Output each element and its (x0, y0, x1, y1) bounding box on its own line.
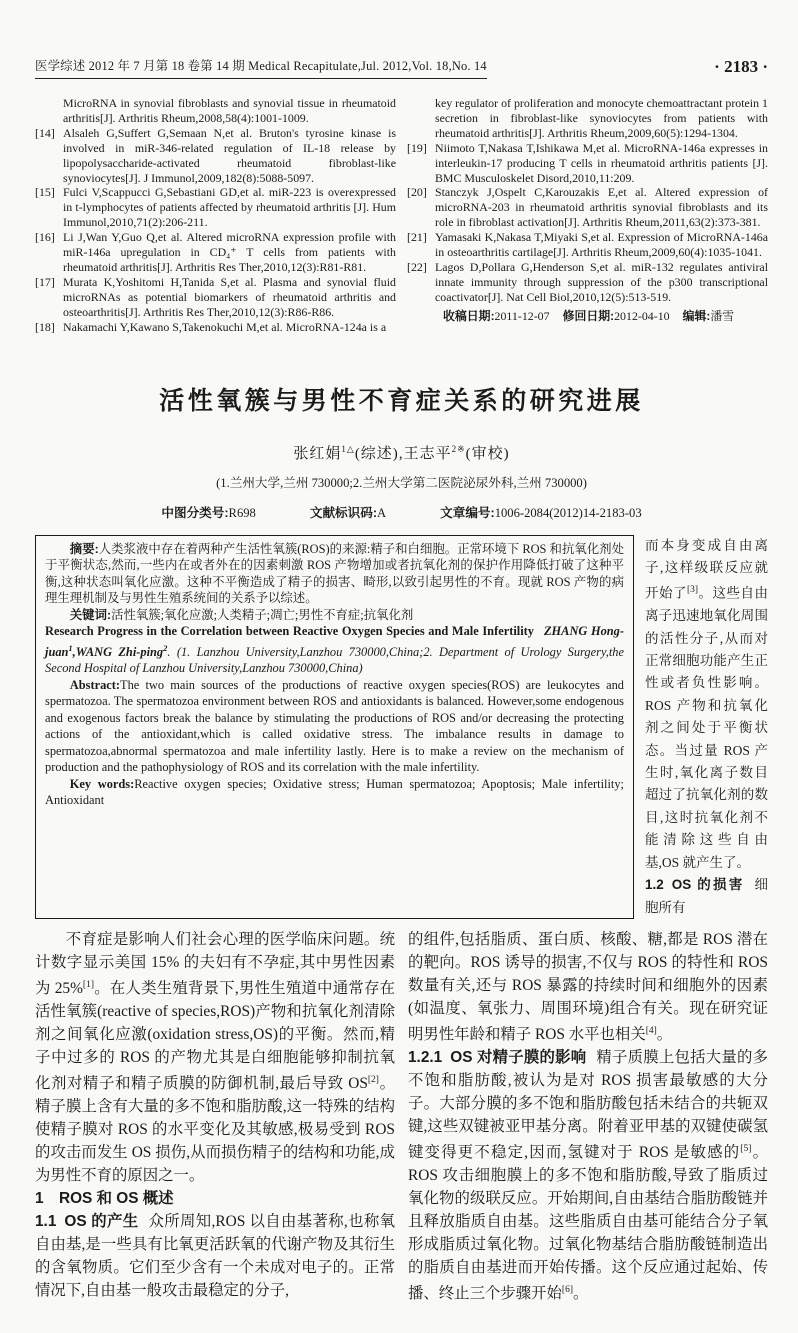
reference-number: [17] (35, 274, 55, 289)
section-title: OS 对精子膜的影响 (450, 1049, 587, 1067)
body-text: 。 (573, 1285, 589, 1303)
references-section (35, 96, 768, 335)
reference-item (35, 320, 396, 335)
body-text: 。精子膜上含有大量的多不饱和脂肪酸,这一特殊的结构使精子膜对 ROS 的水平变化及其敏感,极易受到 ROS 的攻击而发生 OS 损伤,从而损伤精子的结构和功能,成为男性不育的原因之一。 (35, 1075, 395, 1185)
cn-keywords-label: 关键词: (69, 607, 112, 622)
reference-text: Li J,Wan Y,Guo Q,et al. Altered microRNA expression profile with miR-146a upregulation in CD₄⁺ T cells from patients with rheumatoid arthritis[J]. Arthritis Res Ther,2010,12(3):R81-R81. (63, 230, 396, 274)
reference-item (35, 275, 396, 320)
side-text: 而本身变成自由离子,这样级联反应就开始了 (645, 537, 768, 601)
section-number: 1.2.1 (408, 1049, 443, 1067)
citation-mark: [4] (645, 1025, 657, 1036)
citation-mark: [3] (686, 585, 699, 596)
body-paragraph (35, 1210, 395, 1302)
references-left-column (35, 96, 396, 335)
reference-item (407, 230, 768, 260)
reference-text: Murata K,Yoshitomi H,Tanida S,et al. Plasma and synovial fluid microRNAs as potential biomarkers of rheumatoid arthritis and osteoarthritis[J]. Arthritis Res Ther,2010,12(3):R86-R86. (63, 274, 396, 319)
reference-number: [20] (407, 185, 427, 200)
page-header (35, 56, 768, 79)
received-date-label: 收稿日期: (443, 308, 495, 323)
document-code-label: 文献标识码: (309, 505, 378, 520)
side-text: 细胞所有 (645, 877, 768, 915)
reference-number: [22] (407, 259, 427, 274)
section-number: 1.1 (35, 1213, 57, 1231)
reference-text: Niimoto T,Nakasa T,Ishikawa M,et al. MicroRNA-146a expresses in interleukin-17 producing T cells in rheumatoid arthritis patients [J]. BMC Musculoskelet Disord,2010,11:209. (435, 140, 768, 185)
article-id-label: 文章编号: (440, 505, 495, 520)
manuscript-dates-line (407, 309, 768, 324)
reference-item (35, 230, 396, 275)
section-1-2-heading-line (645, 874, 768, 919)
reference-text: Alsaleh G,Suffert G,Semaan N,et al. Bruton's tyrosine kinase is involved in miR-346-related regulation of IL-18 release by lipopolysaccharide-activated rheumatoid fibroblast-like synoviocytes[J]. J Immunol,2009,182(8):5088-5097. (63, 125, 396, 185)
en-abstract-text: The two main sources of the productions of reactive oxygen species(ROS) are leukocytes and spermatozoa. The spermatozoa environment between ROS and antioxidants is balanced. However,some endogenous and exogenous factors break the balance by stimulating the productions of ROS and/or decreasing the protecting actions of the antioxidant,which is called oxidative stress. The imbalance results in damage to spermatozoa,abnormal spermatozoa and male infertility lastly. Here is to make a review on the mechanism of production and the pathophysiology of ROS and its correlation with the male infertility. (45, 677, 624, 775)
cn-abstract-text: 人类浆液中存在着两种产生活性氧簇(ROS)的来源:精子和白细胞。正常环境下 ROS 和抗氧化剂处于平衡状态,然而,一些内在或者外在的因素刺激 ROS 产物增加或者抗氧化剂的保护作用降低打破了这种平衡,这种状态叫氧化应激。这种不平衡造成了精子的损害、畸形,以致引起男性的不育。现就 ROS 产物的病理生理机制及与男性生殖系统间的关系予以综述。 (45, 541, 624, 605)
section-number: 1.2 (645, 877, 664, 893)
article-id (440, 502, 642, 521)
reference-item (407, 260, 768, 305)
reference-item (35, 185, 396, 230)
journal-issue-line: 医学综述 2012 年 7 月第 18 卷第 14 期 Medical Recapitulate,Jul. 2012,Vol. 18,No. 14 (35, 56, 487, 79)
author-affiliation-mark: 1△ (341, 443, 355, 454)
side-text: 。这些自由离子迅速地氧化周围的活性分子,从而对正常细胞功能产生正性或者负性影响。ROS 产物和抗氧化剂之间处于平衡状态。当过量 ROS 产生时,氧化离子数目超过了抗氧化剂的数目,这时抗氧化剂不能清除这些自由基,OS 就产生了。 (645, 585, 769, 870)
revised-date-label: 修回日期: (562, 308, 615, 323)
reference-text: Stanczyk J,Ospelt C,Karouzakis E,et al. Altered expression of microRNA-203 in rheumatoid arthritis synovial fibroblasts and its role in fibroblast activation[J]. Arthritis Rheum,2011,63(2):373-381. (435, 185, 768, 230)
reference-text: Yamasaki K,Nakasa T,Miyaki S,et al. Expression of MicroRNA-146a in osteoarthritis cartilage[J]. Arthritis Rheum,2009,60(4):1035-1041. (435, 230, 768, 260)
citation-mark: [6] (561, 1285, 573, 1296)
side-paragraph (645, 535, 768, 875)
reference-item (407, 96, 768, 141)
body-left-column (35, 928, 395, 1305)
body-right-column (408, 928, 768, 1305)
body-text: 。ROS 攻击细胞膜上的多不饱和脂肪酸,导致了脂质过氧化物的级联反应。开始期间,自由基结合脂肪酸链并且释放脂质自由基。这些脂质自由基可能结合分子氧形成脂质过氧化物。过氧化物基结合脂肪酸链制造出的脂质自由基进而开始传播。这个反应通过起始、传播、终止三个步骤开始 (408, 1144, 768, 1303)
en-author-name: ZHANG Hong-juan (45, 624, 624, 659)
document-code-value: A (377, 505, 387, 520)
reference-number: [19] (407, 140, 427, 155)
reference-text: MicroRNA in synovial fibroblasts and synovial tissue in rheumatoid arthritis[J]. Arthritis Rheum,2008,58(4):1001-1009. (63, 96, 396, 125)
body-text: 。 (656, 1026, 673, 1044)
en-author-mark: 2 (163, 642, 168, 653)
citation-mark: [5] (740, 1144, 752, 1155)
cn-keywords (45, 607, 624, 624)
author-role: (综述) (354, 445, 399, 462)
en-keywords-label: Key words: (69, 776, 135, 791)
section-1-heading: 1 ROS 和 OS 概述 (35, 1190, 174, 1208)
editor-label: 编辑: (682, 308, 711, 323)
reference-text: Nakamachi Y,Kawano S,Takenokuchi M,et al. MicroRNA-124a is a (63, 319, 387, 334)
references-right-column (407, 96, 768, 335)
reference-item (407, 185, 768, 230)
reference-item (35, 96, 396, 126)
en-keywords (45, 776, 624, 809)
author-role: (审校) (465, 445, 510, 462)
reference-text: key regulator of proliferation and monocyte chemoattractant protein 1 secretion in fibroblast-like synoviocytes from patients with rheumatoid arthritis[J]. Arthritis Rheum,2009,60(5):1294-1304. (435, 96, 768, 140)
cn-abstract-label: 摘要: (69, 541, 99, 556)
reference-item (35, 126, 396, 186)
author-name: 王志平 (403, 445, 452, 462)
en-author-name: ,WANG Zhi-ping (72, 644, 164, 659)
body-text: 。在人类生殖背景下,男性生殖道中通常存在活性氧簇(reactive of species,ROS)产物和抗氧化剂清除剂之间氧化应激(oxidation stress,OS)的平衡。然而,精子中过多的 ROS 的产物尤其是白细胞能够抑制抗氧化剂对精子和精子质膜的防御机制,最后导致 OS (35, 980, 395, 1093)
article-affiliation: (1.兰州大学,兰州 730000;2.兰州大学第二医院泌尿外科,兰州 730000) (216, 475, 587, 490)
section-title: OS 的产生 (64, 1213, 139, 1231)
body-text: 众所周知,ROS 以自由基著称,也称氧自由基,是一些具有比氧更活跃氧的代谢产物及其衍生的含氧物质。它们至少含有一个未成对电子的。正常情况下,自由基一般攻击最稳定的分子, (35, 1213, 396, 1300)
body-text: 不育症是影响人们社会心理的医学临床问题。统计数字显示美国 15% 的夫妇有不孕症,其中男性因素为 25% (35, 930, 395, 998)
abstract-region (35, 535, 768, 919)
citation-mark: [2] (367, 1075, 379, 1086)
en-title-authors (45, 623, 624, 677)
clc-label: 中图分类号: (161, 505, 229, 520)
reference-number: [14] (35, 125, 55, 140)
section-title: OS 的损害 (671, 877, 745, 893)
en-affiliation: . (1. Lanzhou University,Lanzhou 730000,China;2. Department of Urology Surgery,the Second Hospital of Lanzhou University,Lanzhou 730000,China) (45, 644, 624, 676)
article-authors (35, 442, 768, 463)
reference-item (407, 141, 768, 186)
article-body (35, 928, 768, 1305)
author-name: 张红娟 (293, 445, 342, 462)
cn-abstract (45, 541, 624, 607)
reference-number: [18] (35, 319, 55, 334)
reference-text: Fulci V,Scappucci G,Sebastiani GD,et al. miR-223 is overexpressed in t-lymphocytes of patients affected by rheumatoid arthritis [J]. Hum Immunol,2010,71(2):206-211. (63, 185, 396, 230)
body-paragraph (408, 928, 768, 1046)
body-paragraph (35, 928, 395, 1187)
cn-keywords-text: 活性氧簇;氧化应激;人类精子;凋亡;男性不育症;抗氧化剂 (111, 607, 414, 622)
author-affiliation-mark: 2※ (451, 443, 466, 454)
page-number: · 2183 · (714, 57, 768, 76)
body-paragraph (408, 1046, 768, 1305)
body-text: 精子质膜上包括大量的多不饱和脂肪酸,被认为是对 ROS 损害最敏感的大分子。大部分膜的多不饱和脂肪酸包括未结合的共轭双键,这些双键被亚甲基分离。附着亚甲基的双键使碳氢键变得更不稳定,因而,氢键对于 ROS 是敏感的 (408, 1049, 768, 1162)
en-abstract-label: Abstract: (69, 677, 121, 692)
citation-mark: [1] (82, 979, 94, 990)
clc-value: R698 (228, 505, 256, 520)
en-keywords-text: Reactive oxygen species; Oxidative stress; Human spermatozoa; Apoptosis; Male infertility; Antioxidant (45, 776, 624, 808)
en-abstract (45, 677, 624, 776)
article-title: 活性氧簇与男性不育症关系的研究进展 (159, 386, 644, 415)
revised-date: 2012-04-10 (614, 308, 670, 323)
article-id-value: 1006-2084(2012)14-2183-03 (494, 505, 642, 520)
document-code (310, 502, 386, 521)
reference-number (407, 96, 435, 141)
en-author-mark: 1 (68, 642, 73, 653)
received-date: 2011-12-07 (494, 308, 550, 323)
article-meta-line (35, 502, 768, 521)
reference-number: [21] (407, 230, 427, 245)
reference-text: Lagos D,Pollara G,Henderson S,et al. miR-132 regulates antiviral innate immunity through suppression of the p300 transcriptional coactivator[J]. Nat Cell Biol,2010,12(5):513-519. (435, 259, 768, 304)
reference-number (35, 96, 63, 126)
editor-name: 潘雪 (710, 308, 735, 323)
abstract-box (35, 535, 634, 919)
reference-number: [15] (35, 185, 55, 200)
reference-number: [16] (35, 230, 55, 245)
body-text: 的组件,包括脂质、蛋白质、核酸、糖,都是 ROS 潜在的靶向。ROS 诱导的损害,不仅与 ROS 的特性和 ROS 数量有关,还与 ROS 暴露的持续时间和细胞外的因素(如温度、氧张力、周围环境)组合有关。现在研究证明男性年龄和精子 ROS 水平也相关 (408, 930, 768, 1044)
clc-number (161, 502, 255, 521)
en-title: Research Progress in the Correlation between Reactive Oxygen Species and Male Infertility (45, 624, 534, 638)
author-separator: , (398, 445, 404, 462)
side-text-column (645, 535, 768, 919)
